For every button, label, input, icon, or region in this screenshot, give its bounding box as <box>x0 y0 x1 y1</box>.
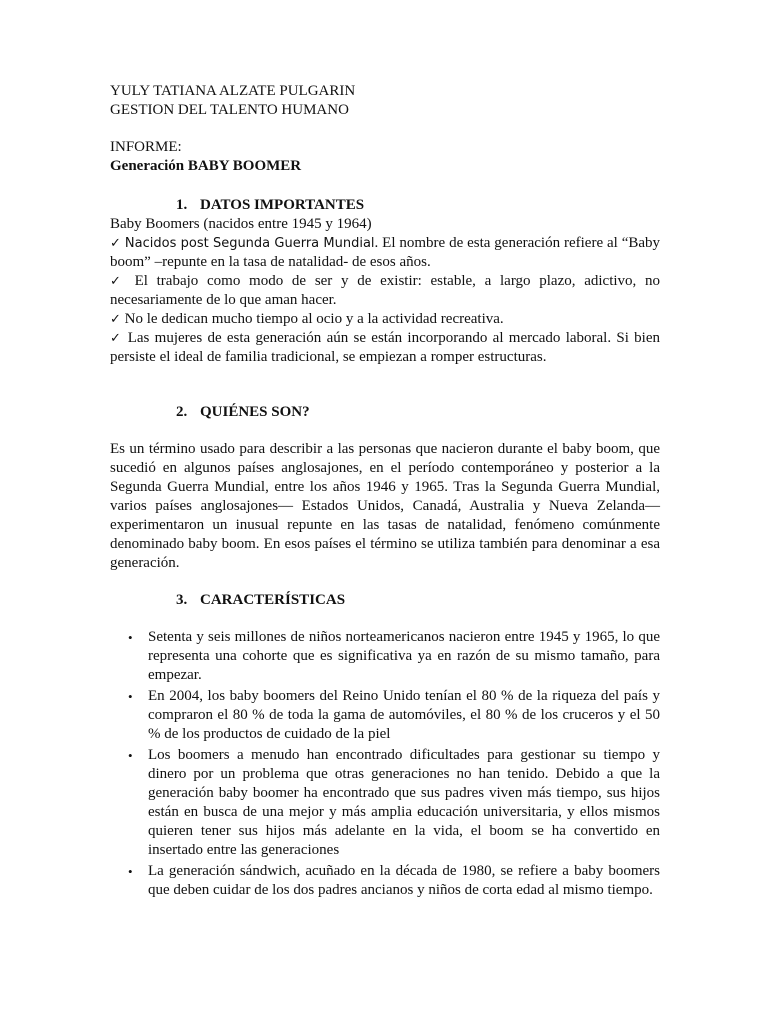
characteristics-list <box>110 628 660 900</box>
list-item-text: En 2004, los baby boomers del Reino Unido tenían el 80 % de la riqueza del país y compraron el 80 % de toda la gama de automóviles, el 80 % de los cruceros y el 50 % de los productos de cuidado de la piel <box>148 688 660 742</box>
report-title: Generación BABY BOOMER <box>110 158 302 174</box>
list-item <box>110 628 660 685</box>
section3-number: 3. <box>176 592 188 608</box>
check-icon: ✓ <box>110 331 123 346</box>
bullet-icon: • <box>128 630 133 645</box>
section1-item-4 <box>110 329 660 367</box>
list-item-text: Los boomers a menudo han encontrado dificultades para gestionar su tiempo y dinero por un problema que otras generaciones no han tenido. Debido a que la generación baby boomer ha encontrado que sus padres viven más tiempo, sus hijos están en busca de una mejor y más amplia educación universitaria, y ellos mismos quieren tener sus hijos más adelante en la vida, el boom se ha convertido en insertado entre las generaciones <box>148 747 660 858</box>
section1-item-1-sans: Nacidos post Segunda Guerra Mundial <box>124 236 375 251</box>
section1-item-3-text: No le dedican mucho tiempo al ocio y a la actividad recreativa. <box>124 311 504 327</box>
section1-intro: Baby Boomers (nacidos entre 1945 y 1964) <box>110 216 372 232</box>
list-item-text: La generación sándwich, acuñado en la década de 1980, se refiere a baby boomers que deben cuidar de los dos padres ancianos y niños de corta edad al mismo tiempo. <box>148 863 660 898</box>
list-item <box>110 746 660 860</box>
section2-number: 2. <box>176 404 188 420</box>
list-item <box>110 862 660 900</box>
section1-heading <box>110 196 660 215</box>
spacer <box>110 367 660 385</box>
check-icon: ✓ <box>110 236 122 251</box>
section3-heading <box>110 591 660 610</box>
spacer <box>110 120 660 138</box>
bullet-icon: • <box>128 689 133 704</box>
course-name: GESTION DEL TALENTO HUMANO <box>110 102 349 118</box>
section2-paragraph: Es un término usado para describir a las personas que nacieron durante el baby boom, que sucedió en algunos países anglosajones, en el período contemporáneo y posterior a la Segunda Guerra Mundial, entre los años 1946 y 1965. Tras la Segunda Guerra Mundial, varios países anglosajones— Estados Unidos, Canadá, Australia y Nueva Zelanda— experimentaron un inusual repunte en las tasas de natalidad, fenómeno comúnmente denominado baby boom. En esos países el término se utiliza también para denominar a esa generación. <box>110 441 660 571</box>
check-icon: ✓ <box>110 274 126 289</box>
spacer <box>110 385 660 403</box>
section3-title: CARACTERÍSTICAS <box>200 592 346 608</box>
bullet-icon: • <box>128 748 133 763</box>
section1-item-2-text: El trabajo como modo de ser y de existir: estable, a largo plazo, adictivo, no necesariamente de lo que aman hacer. <box>110 273 660 308</box>
list-item <box>110 687 660 744</box>
check-icon: ✓ <box>110 312 121 327</box>
section2-heading <box>110 403 660 422</box>
section1-item-3 <box>110 310 660 329</box>
bullet-icon: • <box>128 864 133 879</box>
spacer <box>110 573 660 591</box>
spacer <box>110 176 660 196</box>
section1-item-1 <box>110 234 660 272</box>
section1-item-2 <box>110 272 660 310</box>
list-item-text: Setenta y seis millones de niños norteamericanos nacieron entre 1945 y 1965, lo que representa una cohorte que es significativa ya en razón de su mismo tamaño, para empezar. <box>148 629 660 683</box>
section1-item-4-text: Las mujeres de esta generación aún se están incorporando al mercado laboral. Si bien persiste el ideal de familia tradicional, se empiezan a romper estructuras. <box>110 330 660 365</box>
spacer <box>110 610 660 628</box>
document-page <box>110 82 660 902</box>
section1-item-1-rest: . El nombre de esta generación refiere al “Baby boom” –repunte en la tasa de natalidad- de esos años. <box>110 235 661 270</box>
section2-title: QUIÉNES SON? <box>200 404 310 420</box>
section1-number: 1. <box>176 197 188 213</box>
report-label: INFORME: <box>110 139 182 155</box>
author-name: YULY TATIANA ALZATE PULGARIN <box>110 83 356 99</box>
section1-title: DATOS IMPORTANTES <box>200 197 365 213</box>
spacer <box>110 422 660 440</box>
